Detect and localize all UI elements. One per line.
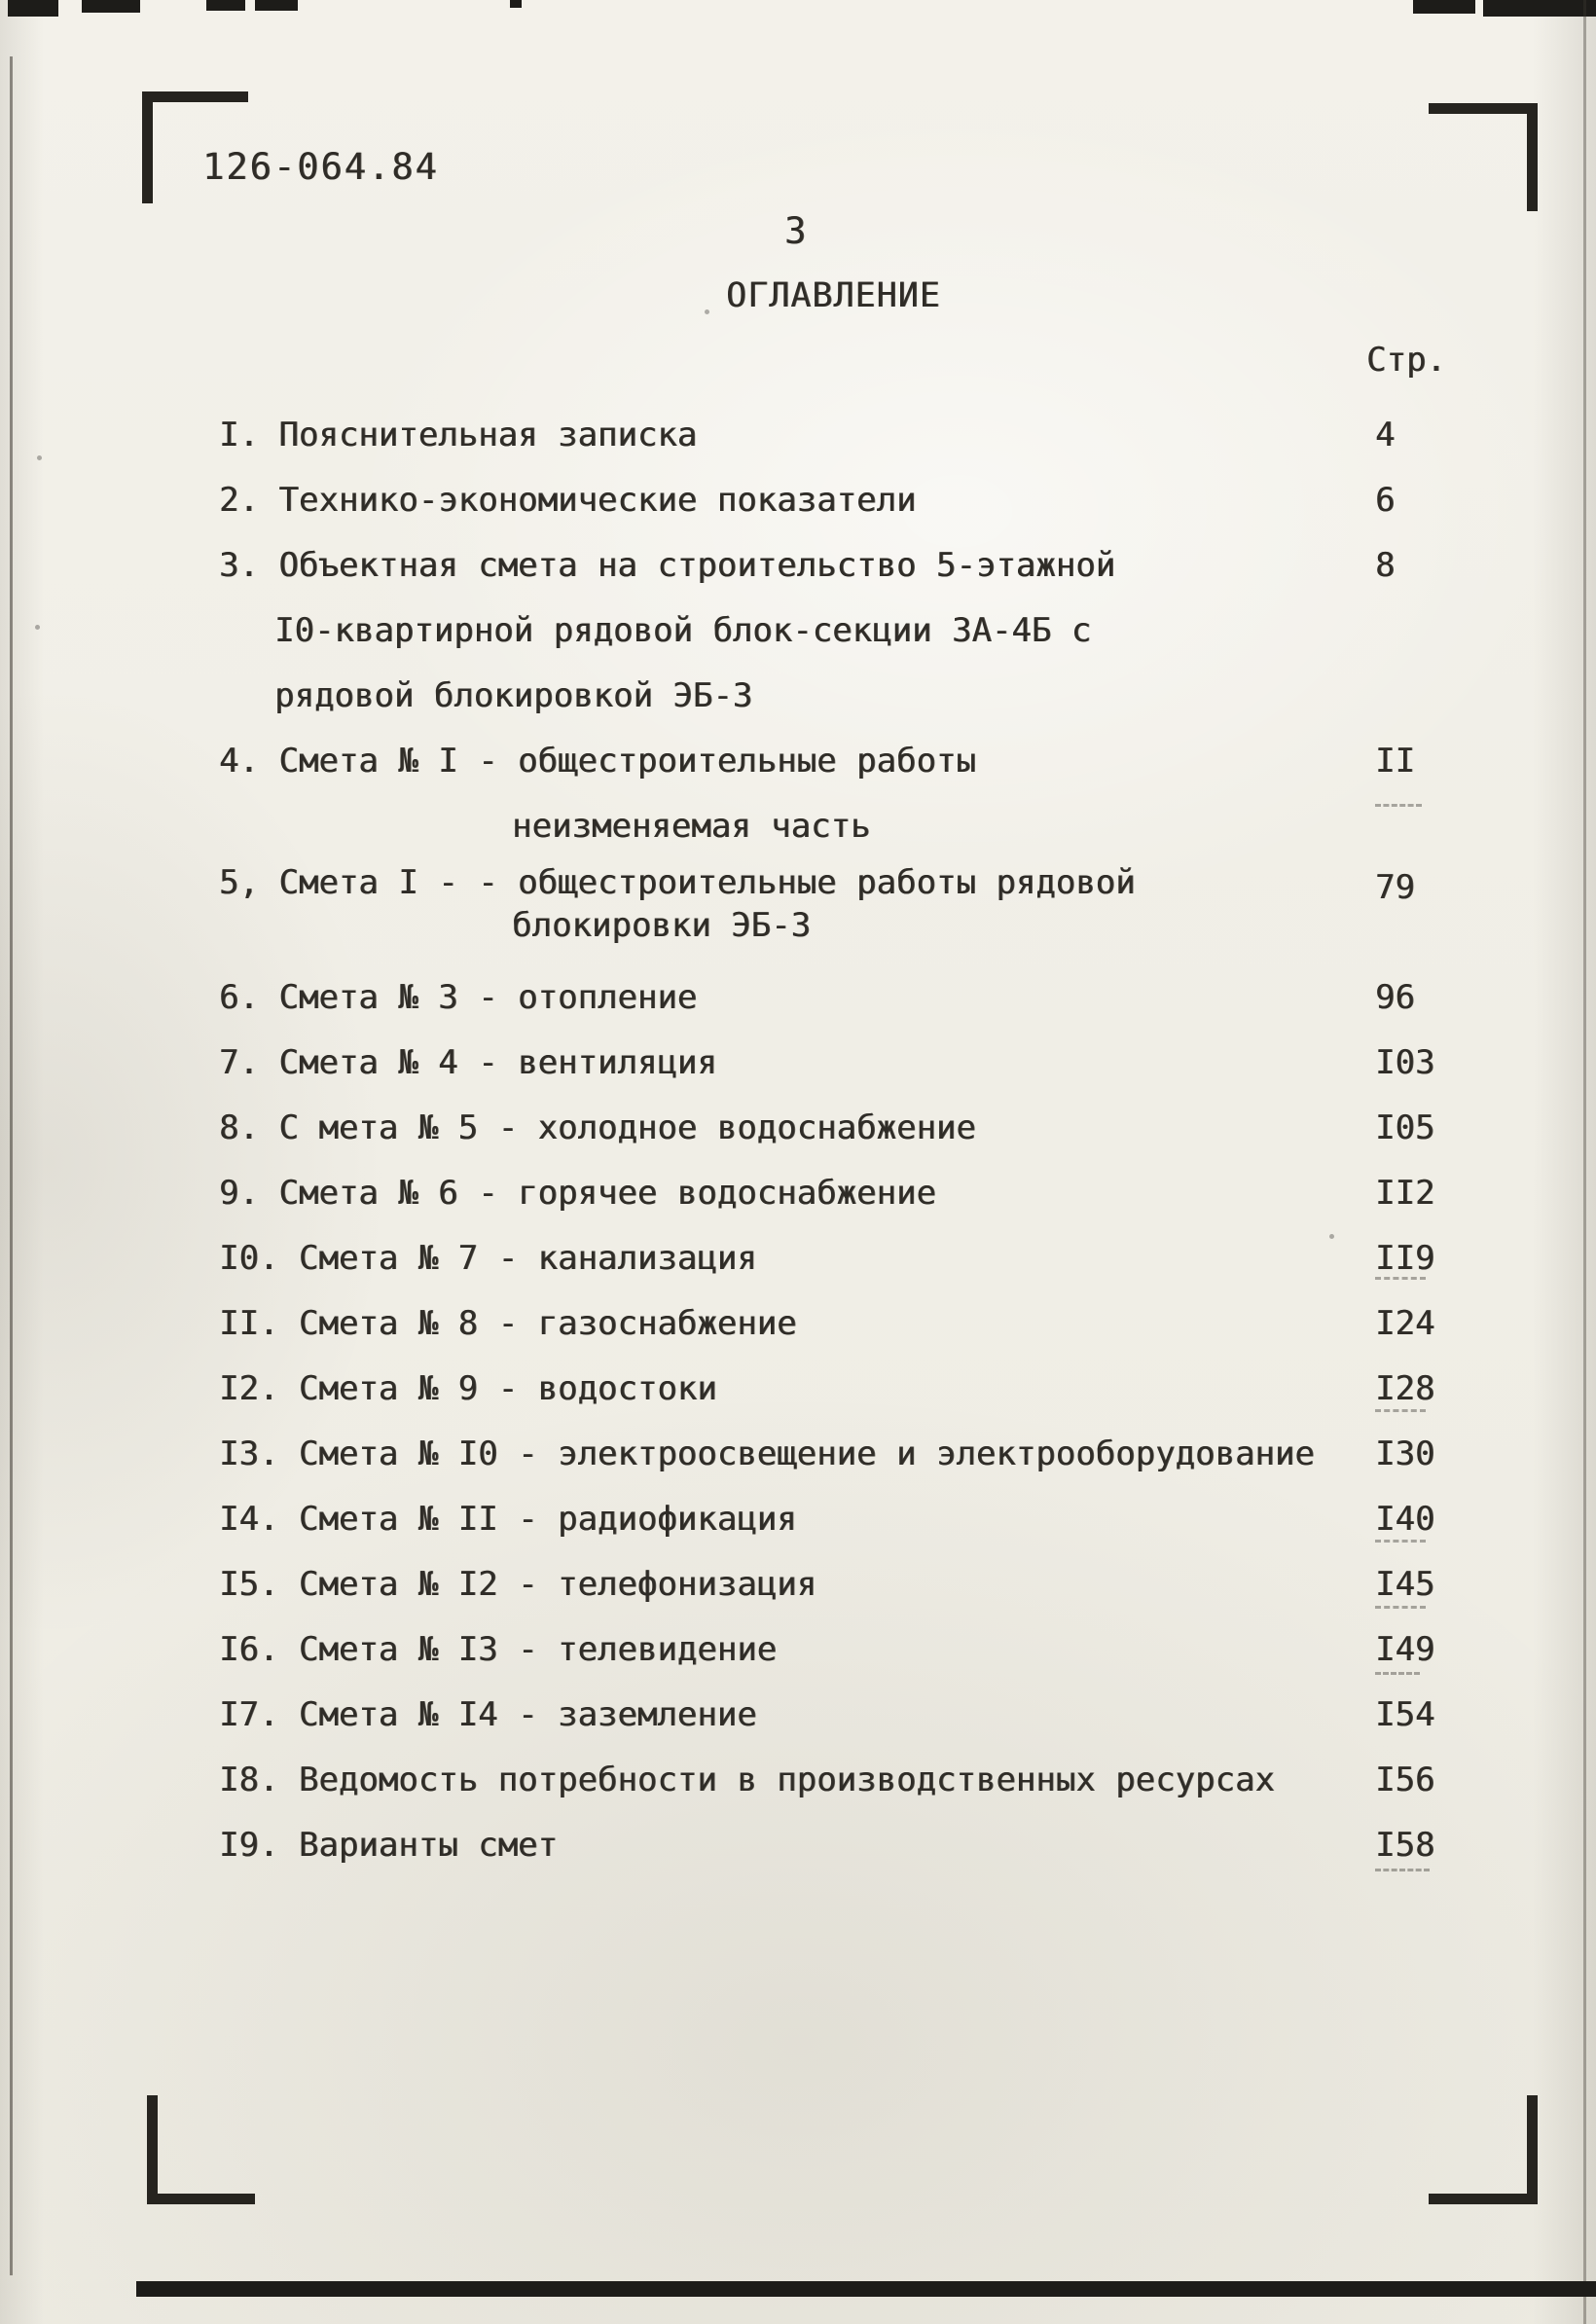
toc-entry-text xyxy=(219,1552,1542,1617)
scan-speck xyxy=(35,625,40,630)
toc-entry-page: I49 xyxy=(1375,1630,1435,1669)
toc-entry-line: блокировки ЭБ-3 xyxy=(512,906,812,945)
toc-entry-line: I3. Смета № I0 - электроосвещение и электрооборудование xyxy=(219,1434,1315,1473)
toc-entry-text xyxy=(219,1748,1542,1813)
toc-entry-line: I8. Ведомость потребности в производственных ресурсах xyxy=(219,1761,1275,1799)
toc-entry xyxy=(219,533,1542,729)
toc-entry-page: I56 xyxy=(1375,1761,1435,1799)
toc-entry-page: II xyxy=(1375,742,1415,781)
toc-entry xyxy=(219,729,1542,859)
toc-entry-page: 96 xyxy=(1375,978,1415,1017)
toc-entry-line: 3. Объектная смета на строительство 5-этажной xyxy=(219,546,1116,585)
page-column-header: Стр. xyxy=(1366,341,1446,380)
toc-entry-page: I05 xyxy=(1375,1108,1435,1147)
toc-entry-text xyxy=(219,533,1542,729)
toc-entry-line: I0-квартирной рядовой блок-секции 3А-4Б с xyxy=(274,611,1092,650)
toc-entry-page: 6 xyxy=(1375,481,1396,520)
toc-entry-text xyxy=(219,1031,1542,1096)
toc-entry-line: рядовой блокировкой ЭБ-3 xyxy=(274,676,753,715)
toc-entry xyxy=(219,1096,1542,1161)
toc-entry-page: I03 xyxy=(1375,1043,1435,1082)
page-title: ОГЛАВЛЕНИЕ xyxy=(726,276,941,315)
toc-entry xyxy=(219,1552,1542,1617)
toc-entry xyxy=(219,1813,1542,1878)
toc-entry-text xyxy=(219,1422,1542,1487)
scan-artifact xyxy=(255,0,298,11)
toc-entry-page: 79 xyxy=(1375,868,1415,907)
toc-entry-page: I54 xyxy=(1375,1695,1435,1734)
toc-entry-line: 5, Смета I - - общестроительные работы рядовой xyxy=(219,863,1136,902)
toc-entry-text xyxy=(219,1291,1542,1357)
scan-speck xyxy=(705,309,709,314)
scan-artifact xyxy=(206,0,245,11)
page-left-edge xyxy=(10,56,13,2275)
toc-entry-line: I. Пояснительная записка xyxy=(219,416,698,454)
toc-entry-line: 6. Смета № 3 - отопление xyxy=(219,978,698,1017)
toc-entry xyxy=(219,965,1542,1031)
toc-entry-page: I28 xyxy=(1375,1369,1435,1408)
toc-entry-text xyxy=(219,1813,1542,1878)
toc-entry-page: 4 xyxy=(1375,416,1396,454)
toc-entry xyxy=(219,1226,1542,1291)
toc-entry-line: 9. Смета № 6 - горячее водоснабжение xyxy=(219,1174,936,1213)
toc-entry-line: II. Смета № 8 - газоснабжение xyxy=(219,1304,797,1343)
toc-entry-page: I40 xyxy=(1375,1500,1435,1539)
toc-entry-page: II2 xyxy=(1375,1174,1435,1213)
toc-entry xyxy=(219,1291,1542,1357)
toc-entry-page: 8 xyxy=(1375,546,1396,585)
toc-entry-text xyxy=(219,403,1542,468)
scan-speck xyxy=(37,455,42,460)
toc-entry-text xyxy=(219,861,1542,947)
toc-entry-page: II9 xyxy=(1375,1239,1435,1278)
toc-entry-line: I7. Смета № I4 - заземление xyxy=(219,1695,757,1734)
crop-mark-top-right xyxy=(1429,103,1538,211)
toc-entry-text xyxy=(219,1096,1542,1161)
toc-entry xyxy=(219,1422,1542,1487)
toc-entry-page: I30 xyxy=(1375,1434,1435,1473)
toc-entry-line: 2. Технико-экономические показатели xyxy=(219,481,917,520)
scan-artifact xyxy=(510,0,522,8)
toc-entries xyxy=(219,403,1542,1878)
scan-artifact xyxy=(8,0,58,17)
toc-entry-line: I6. Смета № I3 - телевидение xyxy=(219,1630,778,1669)
toc-entry-line: неизменяемая часть xyxy=(512,807,871,846)
toc-entry xyxy=(219,1031,1542,1096)
toc-entry xyxy=(219,1683,1542,1748)
scan-artifact xyxy=(82,0,140,13)
toc-entry xyxy=(219,1748,1542,1813)
toc-entry xyxy=(219,403,1542,468)
toc-entry-line: I5. Смета № I2 - телефонизация xyxy=(219,1565,817,1604)
toc-entry xyxy=(219,859,1542,947)
toc-entry-line: 7. Смета № 4 - вентиляция xyxy=(219,1043,717,1082)
toc-entry xyxy=(219,1161,1542,1226)
scan-artifact-bottom-bar xyxy=(136,2281,1596,2297)
toc-entry-text xyxy=(219,468,1542,533)
toc-entry-text xyxy=(219,729,1542,859)
toc-entry xyxy=(219,468,1542,533)
toc-entry-page: I45 xyxy=(1375,1565,1435,1604)
toc-entry-text xyxy=(219,1683,1542,1748)
document-code: 126-064.84 xyxy=(202,146,439,188)
crop-mark-bottom-left xyxy=(147,2095,255,2204)
crop-mark-bottom-right xyxy=(1429,2095,1538,2204)
toc-entry-line: 8. С мета № 5 - холодное водоснабжение xyxy=(219,1108,976,1147)
scan-artifact xyxy=(1413,0,1475,14)
toc-entry-text xyxy=(219,1226,1542,1291)
toc-entry-line: I0. Смета № 7 - канализация xyxy=(219,1239,757,1278)
scan-artifact xyxy=(1483,0,1596,17)
toc-entry-line: 4. Смета № I - общестроительные работы xyxy=(219,742,976,781)
toc-entry-line: I4. Смета № II - радиофикация xyxy=(219,1500,797,1539)
toc-entry-text xyxy=(219,965,1542,1031)
toc-entry-page: I24 xyxy=(1375,1304,1435,1343)
toc-entry xyxy=(219,1617,1542,1683)
page-right-edge xyxy=(1583,0,1586,2324)
toc-entry xyxy=(219,1357,1542,1422)
toc-entry-text xyxy=(219,1357,1542,1422)
toc-entry-text xyxy=(219,1161,1542,1226)
toc-entry xyxy=(219,1487,1542,1552)
toc-entry-text xyxy=(219,1487,1542,1552)
toc-entry-page: I58 xyxy=(1375,1826,1435,1865)
page-number: 3 xyxy=(784,210,807,252)
toc-entry-text xyxy=(219,1617,1542,1683)
toc-entry-line: I2. Смета № 9 - водостоки xyxy=(219,1369,717,1408)
toc-entry-line: I9. Варианты смет xyxy=(219,1826,558,1865)
